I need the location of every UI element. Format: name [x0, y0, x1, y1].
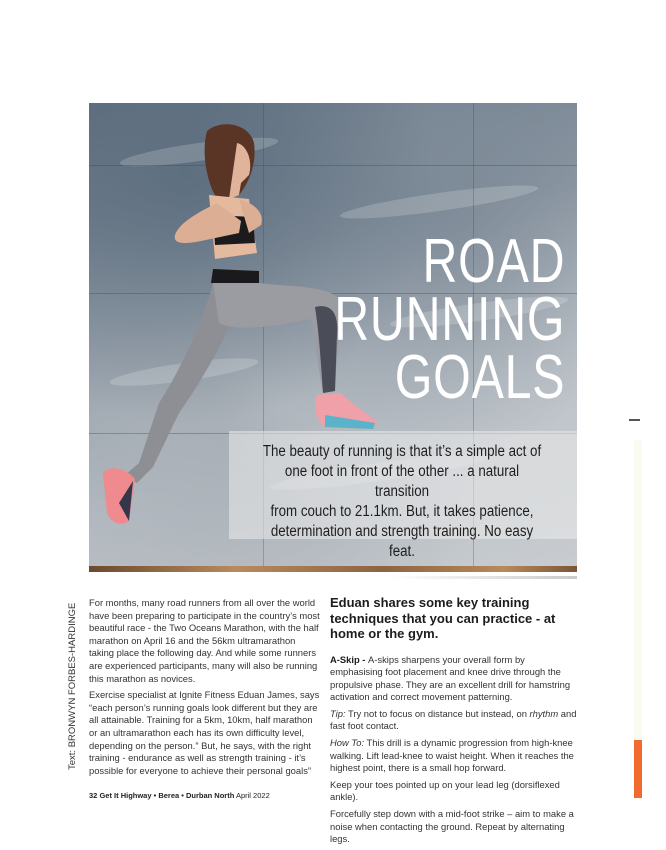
floor-shadow: [390, 576, 577, 579]
howto-paragraph: [330, 737, 580, 775]
title-line-1: ROAD: [422, 227, 565, 296]
page-footer: [89, 791, 270, 800]
accent-tab: [634, 740, 642, 798]
howto-label: How To:: [330, 737, 365, 749]
step-paragraph: Keep your toes pointed up on your lead leg (dorsiflexed ankle).: [330, 778, 560, 803]
pull-quote-line: one foot in front of the other ... a natural transition: [284, 463, 520, 500]
techniques-column: [330, 595, 580, 850]
pull-quote-line: The beauty of running is that it’s a simple act of: [262, 443, 542, 460]
askip-paragraph: [330, 654, 580, 704]
page-edge-track: [634, 440, 642, 740]
tip-text: and fast foot contact.: [330, 707, 577, 732]
pull-quote-line: determination and strength training. No easy feat.: [270, 523, 534, 560]
tip-paragraph: [330, 708, 580, 733]
byline: Text: BRONWYN FORBES-HARDINGE: [67, 602, 78, 770]
title-line-2: RUNNING: [333, 285, 565, 354]
tip-emphasis: rhythm: [529, 707, 559, 719]
pull-quote-line: from couch to 21.1km. But, it takes patience,: [270, 503, 534, 520]
issue-date: April 2022: [235, 791, 270, 800]
askip-text: A-skips sharpens your overall form by emphasising foot placement and knee drive through the propulsive phase. They are an excellent drill for hamstring activation and correct movement patterning.: [330, 653, 571, 703]
pull-quote: [260, 442, 544, 562]
askip-label: A-Skip -: [330, 653, 369, 665]
howto-text: This drill is a dynamic progression from high-knee walking. Lift lead-knee to waist height. When it reaches the highest point, there is a small hop forward.: [330, 737, 574, 774]
article-title: [333, 227, 565, 412]
tip-text: Try not to focus on distance but instead, on: [345, 707, 530, 719]
quote-paragraph: Exercise specialist at Ignite Fitness Eduan James, says “each person’s running goals look different but they are all attainable. Training for a 5km, 10km, half marathon or an ultramarathon each has its own difficulty level, depending on the person.” But, he says, with the right training - endurance as well as strength training - it’s possible for everyone to achieve their personal goals”: [89, 689, 320, 776]
techniques-heading: Eduan shares some key training techniques that you can practice - at home or the gym.: [330, 595, 556, 641]
intro-column: [89, 597, 321, 781]
tip-label: Tip:: [330, 707, 346, 719]
title-line-3: GOALS: [394, 343, 565, 412]
step-paragraph: Forcefully step down with a mid-foot strike – aim to make a noise when contacting the ground. Repeat by alternating legs.: [330, 808, 574, 845]
page-number: 32: [89, 791, 98, 800]
floor-strip: [89, 566, 577, 572]
intro-paragraph: For months, many road runners from all over the world have been preparing to participate in the country’s most beautiful race - the Two Oceans Marathon, with the half marathon on April 16 and the 56km ultramarathon taking place the following day. And while some runners are experienced participants, many will also be running this marathon as novices.: [89, 597, 320, 684]
publication-name: Get It Highway • Berea • Durban North: [99, 791, 235, 800]
page-edge-marker: [629, 419, 640, 421]
hero-image: [89, 103, 577, 570]
